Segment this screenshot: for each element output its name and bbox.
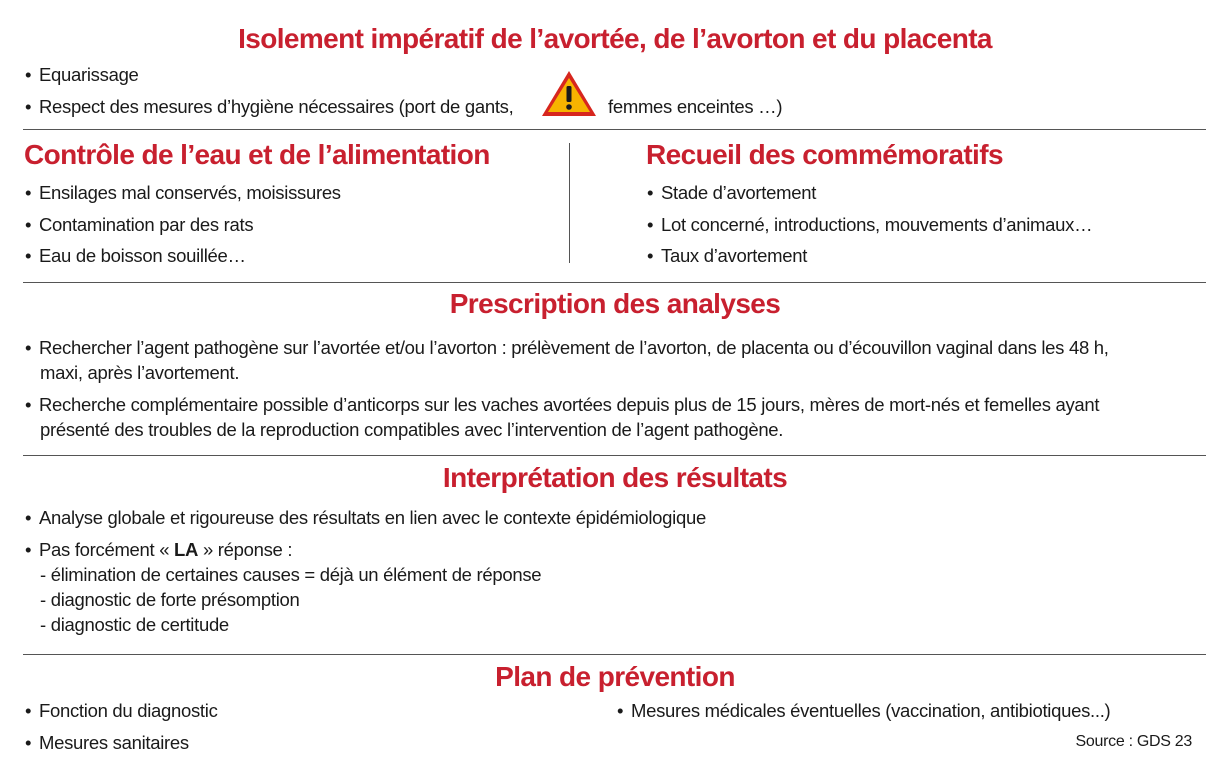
list-item: • Rechercher l’agent pathogène sur l’avortée et/ou l’avorton : prélèvement de l’avorton, de placenta ou d’écouvillon vaginal dans les 48 h, (25, 337, 1109, 358)
divider (23, 129, 1206, 130)
section-title-interpretation: Interprétation des résultats (442, 462, 788, 493)
warning-triangle-icon (540, 69, 598, 119)
list-item: • Eau de boisson souillée… (25, 245, 246, 266)
list-item-continuation: maxi, après l’avortement. (40, 362, 240, 383)
section-title-recueil: Recueil des commémoratifs (646, 139, 1003, 170)
sub-item: - diagnostic de forte présomption (40, 589, 300, 610)
sub-item: - élimination de certaines causes = déjà un élément de réponse (40, 564, 542, 585)
list-item: • Lot concerné, introductions, mouvements d’animaux… (647, 214, 1093, 235)
list-item: • Equarissage (25, 64, 139, 85)
divider (23, 282, 1206, 283)
sub-item: - diagnostic de certitude (40, 614, 229, 635)
list-item-continuation: présenté des troubles de la reproduction compatibles avec l’intervention de l’agent pathogène. (40, 419, 784, 440)
list-item: • Taux d’avortement (647, 245, 808, 266)
list-item: • Pas forcément « LA » réponse : (25, 539, 293, 560)
list-item: • Fonction du diagnostic (25, 700, 218, 721)
section-title-controle: Contrôle de l’eau et de l’alimentation (24, 139, 490, 170)
list-item-continuation: femmes enceintes …) (608, 96, 783, 117)
emphasis-la: LA (174, 539, 199, 560)
list-item: • Mesures sanitaires (25, 732, 189, 753)
divider (23, 654, 1206, 655)
list-item: • Ensilages mal conservés, moisissures (25, 182, 341, 203)
list-item: • Mesures médicales éventuelles (vaccination, antibiotiques...) (617, 700, 1111, 721)
section-title-prescription: Prescription des analyses (449, 288, 781, 319)
list-item: • Contamination par des rats (25, 214, 254, 235)
section-title-isolement: Isolement impératif de l’avortée, de l’avorton et du placenta (238, 23, 992, 54)
source-credit: Source : GDS 23 (1075, 733, 1192, 750)
divider (23, 455, 1206, 456)
list-item: • Analyse globale et rigoureuse des résultats en lien avec le contexte épidémiologique (25, 507, 706, 528)
column-divider (569, 143, 570, 263)
section-title-prevention: Plan de prévention (495, 661, 735, 692)
list-item: • Stade d’avortement (647, 182, 817, 203)
list-item: • Respect des mesures d’hygiène nécessaires (port de gants, (25, 96, 514, 117)
list-item: • Recherche complémentaire possible d’anticorps sur les vaches avortées depuis plus de 15 jours, mères de mort-nés et femelles ayant (25, 394, 1100, 415)
